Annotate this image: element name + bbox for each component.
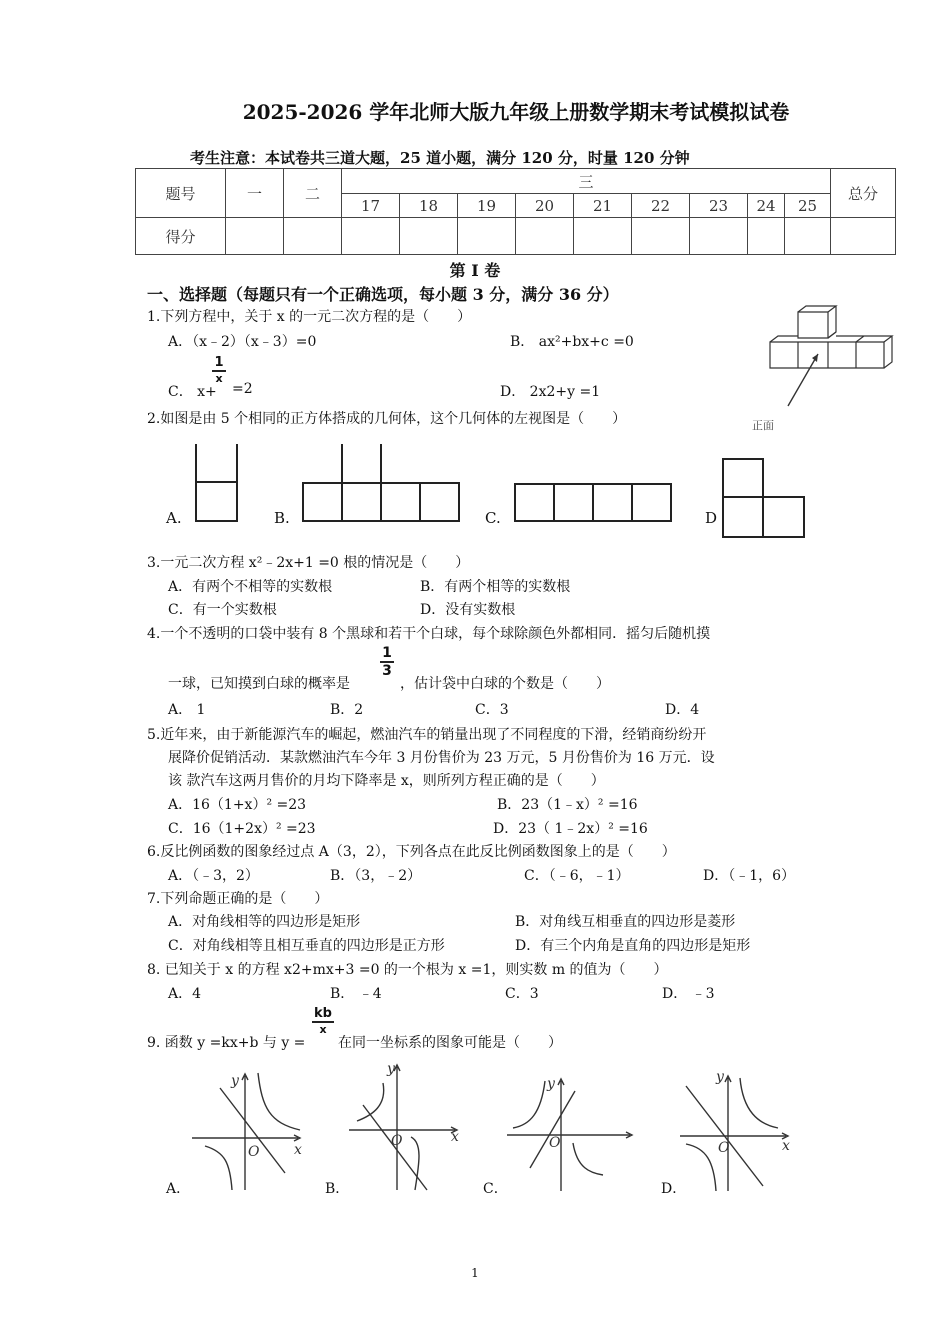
score-table-sub-col: 21 — [574, 194, 632, 218]
q9-fraction — [312, 1007, 334, 1036]
q4-option-d: D．4 — [665, 702, 700, 718]
q2-option-d-figure — [722, 458, 808, 540]
fraction-numerator: 1 — [214, 355, 224, 370]
q7-option-d: D．有三个内角是直角的四边形是矩形 — [515, 938, 751, 954]
score-table — [135, 168, 896, 255]
exam-notice: 考生注意：本试卷共三道大题，25 道小题，满分 120 分，时量 120 分钟 — [190, 149, 690, 167]
score-table-header-label: 题号 — [136, 169, 226, 218]
q7-option-a: A．对角线相等的四边形是矩形 — [168, 914, 361, 930]
q6-option-b: B．（3，﹣2） — [330, 868, 422, 884]
q4-stem-line1: 4.一个不透明的口袋中装有 8 个黑球和若干个白球，每个球除颜色外都相同．摇匀后随机摸 — [147, 626, 711, 642]
q3-stem: 3.一元二次方程 x²﹣2x+1 =0 根的情况是（ ） — [147, 555, 470, 571]
q6-option-d: D．（﹣1，6） — [703, 868, 796, 884]
score-cell — [785, 218, 831, 255]
front-arrow — [788, 354, 818, 406]
q4-option-c: C．3 — [475, 702, 509, 718]
q5-stem-line2: 展降价促销活动．某款燃油汽车今年 3 月份售价为 23 万元，5 月份售价为 16 万元．设 — [168, 750, 715, 766]
q7-option-c: C．对角线相等且相互垂直的四边形是正方形 — [168, 938, 445, 954]
q5-option-d: D．23（ 1﹣2x）² =16 — [493, 821, 648, 837]
front-label: 正面 — [752, 419, 774, 432]
q9-option-b: B． — [325, 1181, 350, 1197]
page-number: 1 — [471, 1266, 479, 1280]
q9-option-c: C． — [483, 1181, 508, 1197]
q5-stem-line3: 该 款汽车这两月售价的月均下降率是 x，则所列方程正确的是（ ） — [168, 773, 605, 789]
page-title: 2025-2026 学年北师大版九年级上册数学期末考试模拟试卷 — [242, 100, 790, 124]
q5-stem-line1: 5.近年来，由于新能源汽车的崛起，燃油汽车的销量出现了不同程度的下滑，经销商纷纷开 — [147, 727, 707, 743]
q5-option-c: C．16（1+2x）² =23 — [168, 821, 316, 837]
score-table-col-1: 一 — [226, 169, 284, 218]
fraction-denominator: x — [319, 1023, 327, 1036]
score-table-sub-col: 18 — [400, 194, 458, 218]
q8-option-d: D． ﹣3 — [662, 986, 715, 1002]
fraction-denominator: x — [215, 372, 223, 385]
q2-stem: 2.如图是由 5 个相同的正方体搭成的几何体，这个几何体的左视图是（ ） — [147, 411, 627, 427]
q1-option-a: A．（x﹣2）（x﹣3）=0 — [168, 334, 317, 350]
q4-option-a: A． 1 — [168, 702, 206, 718]
q9-axis-label-x: x — [294, 1142, 302, 1158]
score-table-col-2: 二 — [284, 169, 342, 218]
q9-axis-label-x: x — [782, 1138, 790, 1154]
score-cell — [831, 218, 896, 255]
q9-graph-b — [345, 1055, 470, 1193]
q9-axis-label-x: x — [451, 1129, 459, 1145]
q2-option-c-label: C. — [485, 509, 501, 527]
score-cell — [690, 218, 748, 255]
q9-axis-label-y: y — [716, 1069, 724, 1085]
q9-graph-c — [505, 1073, 640, 1193]
q5-option-b: B．23（1﹣x）² =16 — [497, 797, 638, 813]
score-table-col-3: 三 — [342, 169, 831, 194]
fraction-denominator: 3 — [382, 663, 392, 679]
q1-option-b: B． ax²+bx+c =0 — [510, 334, 634, 350]
q8-stem: 8. 已知关于 x 的方程 x2+mx+3 =0 的一个根为 x =1，则实数 m 的值为（ ） — [147, 962, 668, 978]
q8-option-c: C．3 — [505, 986, 539, 1002]
q4-fraction — [380, 647, 394, 678]
q3-option-a: A．有两个不相等的实数根 — [168, 579, 333, 595]
score-cell — [748, 218, 785, 255]
q2-option-d-label: D — [705, 509, 718, 527]
q2-option-c-figure — [514, 483, 672, 523]
q9-stem: 9. 函数 y =kx+b 与 y = — [147, 1035, 306, 1051]
score-cell — [226, 218, 284, 255]
score-cell — [574, 218, 632, 255]
q9-origin-label: O — [391, 1133, 403, 1149]
score-cell — [284, 218, 342, 255]
q9-axis-label-y: y — [387, 1061, 395, 1077]
q1-option-c-rhs: =2 — [232, 381, 253, 397]
volume-heading: 第 Ⅰ 卷 — [449, 261, 501, 280]
score-cell — [400, 218, 458, 255]
fraction-numerator: 1 — [382, 645, 392, 661]
score-table-sub-col: 22 — [632, 194, 690, 218]
q8-option-a: A．4 — [168, 986, 202, 1002]
q4-option-b: B．2 — [330, 702, 364, 718]
q2-option-b-label: B. — [274, 509, 290, 527]
q9-option-a: A． — [166, 1181, 191, 1197]
q7-stem: 7.下列命题正确的是（ ） — [147, 891, 329, 907]
q8-option-b: B． ﹣4 — [330, 986, 382, 1002]
score-table-score-label: 得分 — [136, 218, 226, 255]
q4-stem-line2-end: ，估计袋中白球的个数是（ ） — [400, 676, 610, 692]
score-table-sub-col: 24 — [748, 194, 785, 218]
q3-option-c: C．有一个实数根 — [168, 602, 277, 618]
q1-option-d: D． 2x2+y =1 — [500, 384, 601, 400]
q9-stem-end: 在同一坐标系的图象可能是（ ） — [338, 1035, 562, 1051]
q9-graph-d — [678, 1066, 803, 1193]
score-table-sub-col: 25 — [785, 194, 831, 218]
q6-option-c: C．（﹣6，﹣1） — [524, 868, 630, 884]
q1-fraction — [212, 356, 226, 385]
score-table-sub-col: 23 — [690, 194, 748, 218]
q4-stem-line2: 一球，已知摸到白球的概率是 — [168, 676, 350, 692]
q9-origin-label: O — [718, 1140, 730, 1156]
fraction-numerator: kb — [314, 1006, 332, 1021]
score-table-sub-col: 19 — [458, 194, 516, 218]
score-table-sub-col: 20 — [516, 194, 574, 218]
q9-origin-label: O — [549, 1135, 561, 1151]
section-heading: 一、选择题（每题只有一个正确选项，每小题 3 分，满分 36 分） — [147, 285, 619, 304]
q9-option-d: D． — [661, 1181, 687, 1197]
q2-option-a-label: A. — [166, 509, 182, 527]
q1-option-c: C． x+ — [168, 384, 217, 400]
q3-option-b: B．有两个相等的实数根 — [420, 579, 571, 595]
q6-option-a: A．（﹣3，2） — [168, 868, 259, 884]
q9-graph-a — [190, 1068, 315, 1193]
q7-option-b: B．对角线互相垂直的四边形是菱形 — [515, 914, 736, 930]
score-table-sub-col: 17 — [342, 194, 400, 218]
q9-origin-label: O — [248, 1144, 260, 1160]
score-cell — [516, 218, 574, 255]
q2-option-b-figure — [302, 444, 460, 524]
q9-axis-label-y: y — [547, 1076, 555, 1092]
score-cell — [632, 218, 690, 255]
q1-stem: 1.下列方程中，关于 x 的一元二次方程的是（ ） — [147, 309, 472, 325]
score-cell — [342, 218, 400, 255]
score-table-total: 总分 — [831, 169, 896, 218]
score-cell — [458, 218, 516, 255]
cube-solid-figure — [768, 302, 888, 432]
q9-axis-label-y: y — [231, 1073, 239, 1089]
q2-option-a-figure — [195, 444, 239, 524]
q3-option-d: D．没有实数根 — [420, 602, 516, 618]
q5-option-a: A．16（1+x）² =23 — [168, 797, 307, 813]
q6-stem: 6.反比例函数的图象经过点 A（3，2），下列各点在此反比例函数图象上的是（ ） — [147, 844, 676, 860]
